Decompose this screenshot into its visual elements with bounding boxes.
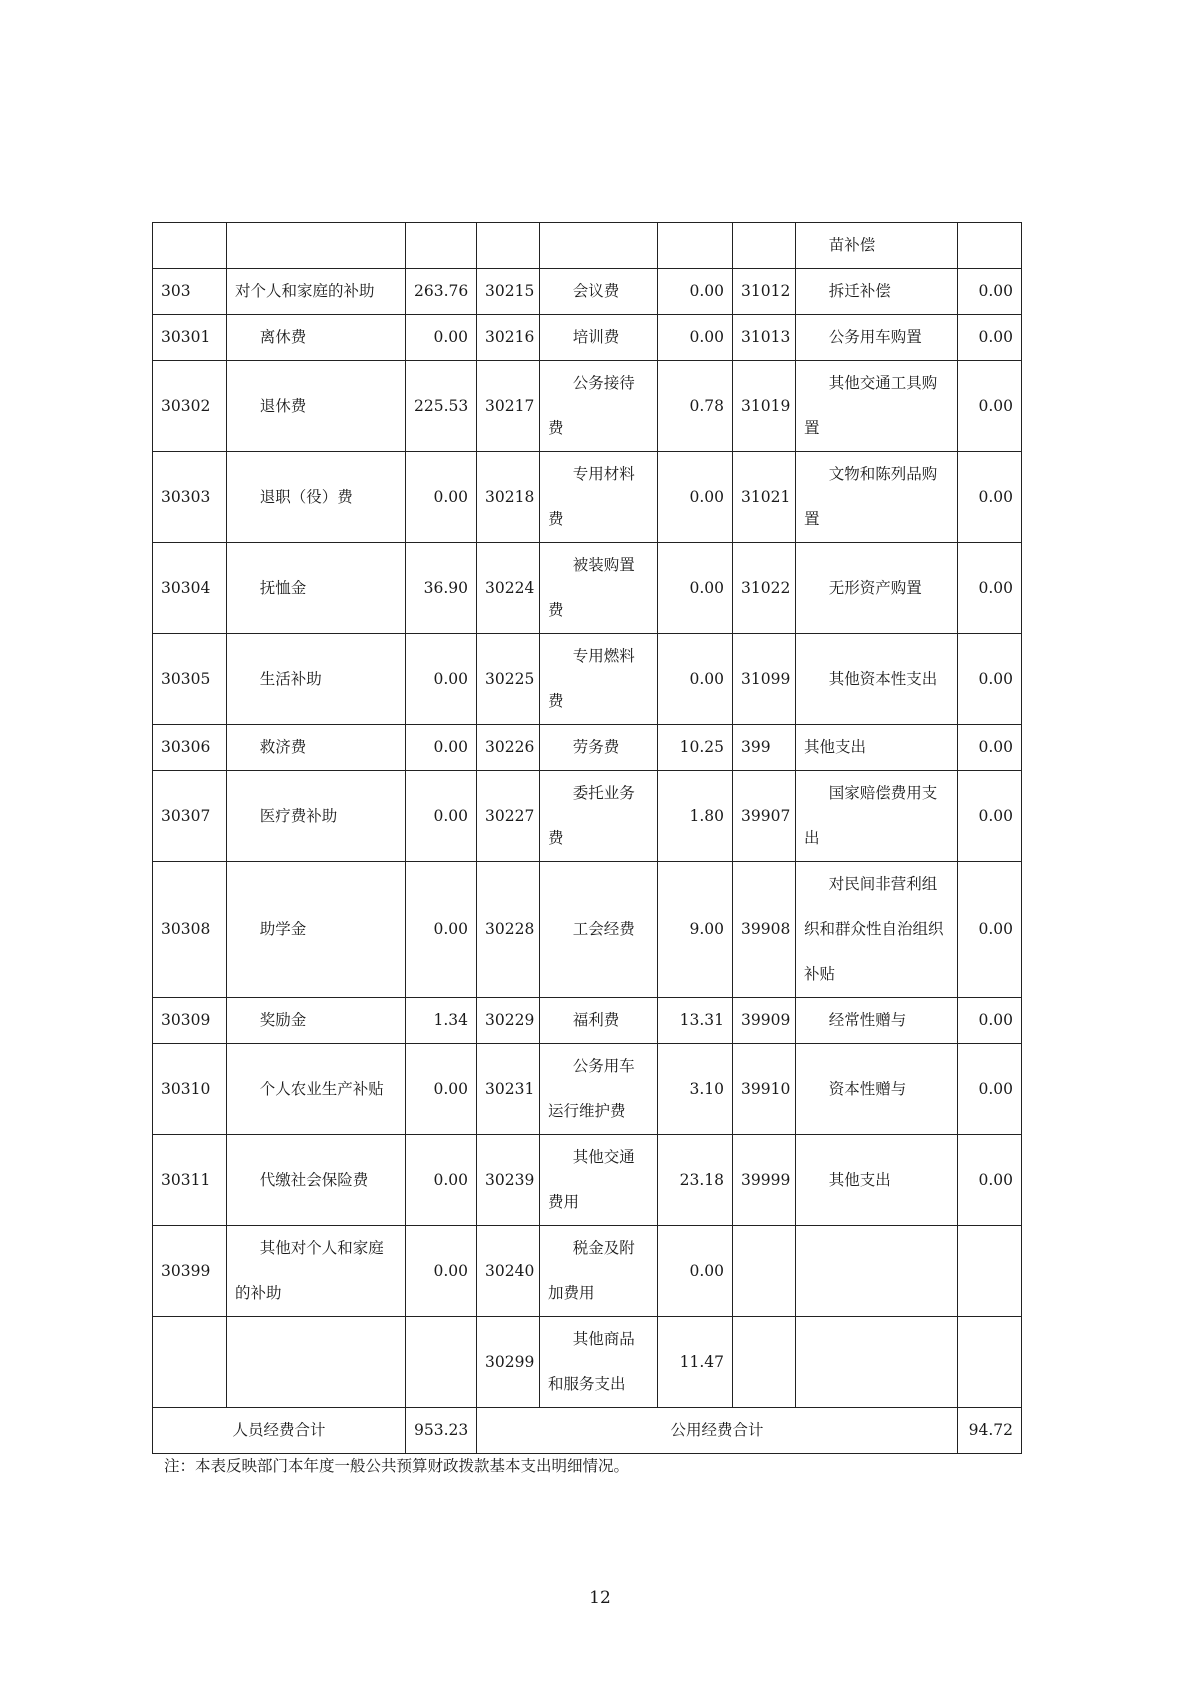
section3-name-cell — [796, 315, 958, 361]
section1-code-cell: 30306 — [153, 725, 227, 771]
section1-code-cell — [153, 1317, 227, 1408]
section2-name: 工会经费 — [572, 920, 635, 938]
section2-name: 专用燃料费 — [548, 647, 635, 710]
section3-name: 苗补偿 — [828, 236, 876, 254]
section2-name-cell — [540, 269, 658, 315]
section1-name-cell — [227, 543, 406, 634]
section1-code-cell: 30305 — [153, 634, 227, 725]
section2-code-cell: 30218 — [477, 452, 540, 543]
section2-amount-cell: 0.00 — [658, 634, 733, 725]
section2-name-cell — [540, 315, 658, 361]
section1-amount-cell: 0.00 — [406, 725, 477, 771]
section1-code-cell: 30311 — [153, 1135, 227, 1226]
section2-name: 公务用车运行维护费 — [548, 1057, 635, 1120]
section1-name-cell — [227, 223, 406, 269]
section1-name-cell — [227, 998, 406, 1044]
section3-amount-cell: 0.00 — [958, 269, 1022, 315]
section3-name-cell — [796, 634, 958, 725]
section2-amount-cell: 23.18 — [658, 1135, 733, 1226]
section1-name-cell — [227, 862, 406, 998]
section1-code-cell: 30399 — [153, 1226, 227, 1317]
personnel-total-label: 人员经费合计 — [153, 1408, 406, 1454]
section1-code-cell: 30309 — [153, 998, 227, 1044]
section2-name-cell — [540, 361, 658, 452]
section2-name-cell — [540, 1135, 658, 1226]
section3-amount-cell: 0.00 — [958, 452, 1022, 543]
section3-name-cell — [796, 1135, 958, 1226]
table-row — [153, 1135, 1022, 1226]
section1-amount-cell — [406, 223, 477, 269]
section3-amount-cell: 0.00 — [958, 634, 1022, 725]
section2-name-cell — [540, 771, 658, 862]
section3-name-cell — [796, 361, 958, 452]
section3-amount-cell: 0.00 — [958, 771, 1022, 862]
section2-name: 劳务费 — [572, 738, 620, 756]
section3-name-cell — [796, 725, 958, 771]
section3-code-cell: 31019 — [733, 361, 796, 452]
section1-code-cell: 303 — [153, 269, 227, 315]
section3-code-cell — [733, 223, 796, 269]
section3-amount-cell: 0.00 — [958, 361, 1022, 452]
section3-amount-cell: 0.00 — [958, 315, 1022, 361]
section2-name: 公务接待费 — [548, 374, 635, 437]
section3-code-cell: 399 — [733, 725, 796, 771]
section3-name-cell — [796, 452, 958, 543]
table-row — [153, 771, 1022, 862]
section1-name: 个人农业生产补贴 — [259, 1079, 384, 1098]
table-row — [153, 543, 1022, 634]
section3-code-cell: 39909 — [733, 998, 796, 1044]
section2-name: 福利费 — [572, 1011, 620, 1029]
section2-code-cell: 30227 — [477, 771, 540, 862]
section3-name: 拆迁补偿 — [828, 282, 891, 300]
section1-name: 医疗费补助 — [259, 806, 338, 825]
section3-code-cell: 39908 — [733, 862, 796, 998]
section2-name: 培训费 — [572, 328, 620, 346]
section3-name-cell — [796, 771, 958, 862]
section1-name: 奖励金 — [259, 1011, 307, 1029]
section2-name-cell — [540, 634, 658, 725]
section2-amount-cell: 3.10 — [658, 1044, 733, 1135]
section3-name-cell — [796, 269, 958, 315]
section2-amount-cell — [658, 223, 733, 269]
section3-amount-cell — [958, 1317, 1022, 1408]
section1-name: 代缴社会保险费 — [259, 1170, 369, 1189]
section3-amount-cell: 0.00 — [958, 1135, 1022, 1226]
section1-code-cell: 30302 — [153, 361, 227, 452]
section1-amount-cell: 0.00 — [406, 452, 477, 543]
section1-name: 退职（役）费 — [259, 487, 353, 506]
personnel-total-value: 953.23 — [406, 1408, 477, 1454]
section2-name: 会议费 — [572, 282, 620, 300]
section1-amount-cell: 0.00 — [406, 634, 477, 725]
section1-name: 抚恤金 — [259, 578, 307, 597]
table-row — [153, 862, 1022, 998]
section1-code-cell: 30304 — [153, 543, 227, 634]
section2-code-cell: 30239 — [477, 1135, 540, 1226]
section1-name: 生活补助 — [259, 669, 322, 688]
public-total-value: 94.72 — [958, 1408, 1022, 1454]
page-number: 12 — [589, 1588, 611, 1608]
section3-name: 国家赔偿费用支出 — [804, 784, 938, 847]
section3-code-cell: 39910 — [733, 1044, 796, 1135]
section2-code-cell: 30224 — [477, 543, 540, 634]
section3-amount-cell — [958, 223, 1022, 269]
section3-name-cell — [796, 1044, 958, 1135]
table-row — [153, 223, 1022, 269]
section1-amount-cell: 0.00 — [406, 1226, 477, 1317]
section1-code-cell: 30308 — [153, 862, 227, 998]
table-row — [153, 1226, 1022, 1317]
section1-name: 对个人和家庭的补助 — [235, 282, 375, 300]
section3-name-cell — [796, 223, 958, 269]
section1-name: 其他对个人和家庭的补助 — [235, 1239, 384, 1302]
section1-amount-cell: 0.00 — [406, 315, 477, 361]
section2-code-cell: 30216 — [477, 315, 540, 361]
section3-name: 其他交通工具购置 — [804, 374, 938, 437]
section1-name: 救济费 — [259, 738, 307, 756]
section2-name-cell — [540, 223, 658, 269]
section1-name-cell — [227, 634, 406, 725]
section3-name: 无形资产购置 — [828, 578, 922, 597]
section1-name-cell — [227, 1044, 406, 1135]
section2-name: 税金及附加费用 — [548, 1239, 635, 1302]
section2-amount-cell: 0.00 — [658, 1226, 733, 1317]
section2-code-cell: 30229 — [477, 998, 540, 1044]
table-row — [153, 725, 1022, 771]
section2-amount-cell: 9.00 — [658, 862, 733, 998]
section3-code-cell: 31099 — [733, 634, 796, 725]
section2-code-cell: 30240 — [477, 1226, 540, 1317]
section2-code-cell: 30215 — [477, 269, 540, 315]
section1-name: 离休费 — [259, 328, 307, 346]
section3-name-cell — [796, 1226, 958, 1317]
section3-name: 文物和陈列品购置 — [804, 465, 938, 528]
section3-amount-cell — [958, 1226, 1022, 1317]
section2-code-cell: 30299 — [477, 1317, 540, 1408]
section3-amount-cell: 0.00 — [958, 862, 1022, 998]
section3-amount-cell: 0.00 — [958, 725, 1022, 771]
section3-name-cell — [796, 862, 958, 998]
section3-code-cell: 31012 — [733, 269, 796, 315]
section2-amount-cell: 0.00 — [658, 452, 733, 543]
section2-code-cell: 30217 — [477, 361, 540, 452]
section3-name: 资本性赠与 — [828, 1079, 907, 1098]
section3-code-cell — [733, 1226, 796, 1317]
table-row — [153, 1317, 1022, 1408]
section3-code-cell: 39907 — [733, 771, 796, 862]
section2-name: 委托业务费 — [548, 784, 635, 847]
section2-name-cell — [540, 1226, 658, 1317]
section1-name-cell — [227, 361, 406, 452]
table-row — [153, 452, 1022, 543]
section2-name-cell — [540, 725, 658, 771]
section3-name: 经常性赠与 — [828, 1011, 907, 1029]
section1-amount-cell: 36.90 — [406, 543, 477, 634]
section1-code-cell: 30301 — [153, 315, 227, 361]
section1-amount-cell: 0.00 — [406, 1135, 477, 1226]
section2-amount-cell: 1.80 — [658, 771, 733, 862]
section2-amount-cell: 11.47 — [658, 1317, 733, 1408]
section2-code-cell: 30226 — [477, 725, 540, 771]
section1-name-cell — [227, 725, 406, 771]
section3-amount-cell: 0.00 — [958, 543, 1022, 634]
section2-amount-cell: 10.25 — [658, 725, 733, 771]
section1-name-cell — [227, 269, 406, 315]
section2-name-cell — [540, 452, 658, 543]
section3-name: 其他支出 — [828, 1170, 891, 1189]
public-total-label: 公用经费合计 — [477, 1408, 958, 1454]
section3-amount-cell: 0.00 — [958, 998, 1022, 1044]
section2-name-cell — [540, 862, 658, 998]
totals-row — [153, 1408, 1022, 1454]
section2-name: 专用材料费 — [548, 465, 635, 528]
section1-name-cell — [227, 315, 406, 361]
section3-code-cell: 31013 — [733, 315, 796, 361]
section2-amount-cell: 0.00 — [658, 269, 733, 315]
table-note: 注：本表反映部门本年度一般公共预算财政拨款基本支出明细情况。 — [164, 1457, 630, 1475]
section1-name: 退休费 — [259, 396, 307, 415]
section3-name-cell — [796, 998, 958, 1044]
section3-amount-cell: 0.00 — [958, 1044, 1022, 1135]
section3-code-cell — [733, 1317, 796, 1408]
section3-code-cell: 31021 — [733, 452, 796, 543]
section2-amount-cell: 13.31 — [658, 998, 733, 1044]
table-row — [153, 998, 1022, 1044]
section2-name-cell — [540, 543, 658, 634]
section2-name: 其他商品和服务支出 — [548, 1330, 635, 1393]
section2-name-cell — [540, 1317, 658, 1408]
section1-name-cell — [227, 1226, 406, 1317]
section1-amount-cell: 0.00 — [406, 862, 477, 998]
section2-amount-cell: 0.00 — [658, 543, 733, 634]
section1-code-cell: 30307 — [153, 771, 227, 862]
section2-code-cell: 30231 — [477, 1044, 540, 1135]
table-row — [153, 1044, 1022, 1135]
section2-code-cell: 30228 — [477, 862, 540, 998]
section2-code-cell — [477, 223, 540, 269]
section1-amount-cell: 1.34 — [406, 998, 477, 1044]
section1-amount-cell — [406, 1317, 477, 1408]
section3-name-cell — [796, 543, 958, 634]
section1-code-cell — [153, 223, 227, 269]
section2-code-cell: 30225 — [477, 634, 540, 725]
section2-amount-cell: 0.78 — [658, 361, 733, 452]
section2-amount-cell: 0.00 — [658, 315, 733, 361]
section3-name: 其他支出 — [804, 738, 867, 756]
section3-name: 对民间非营利组织和群众性自治组织补贴 — [804, 875, 944, 983]
section1-name-cell — [227, 452, 406, 543]
table-body — [153, 223, 1022, 1408]
section1-name: 助学金 — [259, 920, 307, 938]
section2-name: 其他交通费用 — [548, 1148, 635, 1211]
section1-code-cell: 30303 — [153, 452, 227, 543]
section1-name-cell — [227, 1317, 406, 1408]
section3-code-cell: 39999 — [733, 1135, 796, 1226]
section1-name-cell — [227, 1135, 406, 1226]
section3-name: 公务用车购置 — [828, 328, 922, 346]
section1-amount-cell: 225.53 — [406, 361, 477, 452]
section1-amount-cell: 0.00 — [406, 771, 477, 862]
table-row — [153, 269, 1022, 315]
table-row — [153, 361, 1022, 452]
table-row — [153, 315, 1022, 361]
budget-detail-table — [152, 222, 1022, 1454]
table-row — [153, 634, 1022, 725]
section2-name: 被装购置费 — [548, 556, 635, 619]
section2-name-cell — [540, 1044, 658, 1135]
section1-code-cell: 30310 — [153, 1044, 227, 1135]
section3-code-cell: 31022 — [733, 543, 796, 634]
section3-name: 其他资本性支出 — [828, 669, 938, 688]
section1-amount-cell: 263.76 — [406, 269, 477, 315]
section3-name-cell — [796, 1317, 958, 1408]
section1-amount-cell: 0.00 — [406, 1044, 477, 1135]
section1-name-cell — [227, 771, 406, 862]
section2-name-cell — [540, 998, 658, 1044]
